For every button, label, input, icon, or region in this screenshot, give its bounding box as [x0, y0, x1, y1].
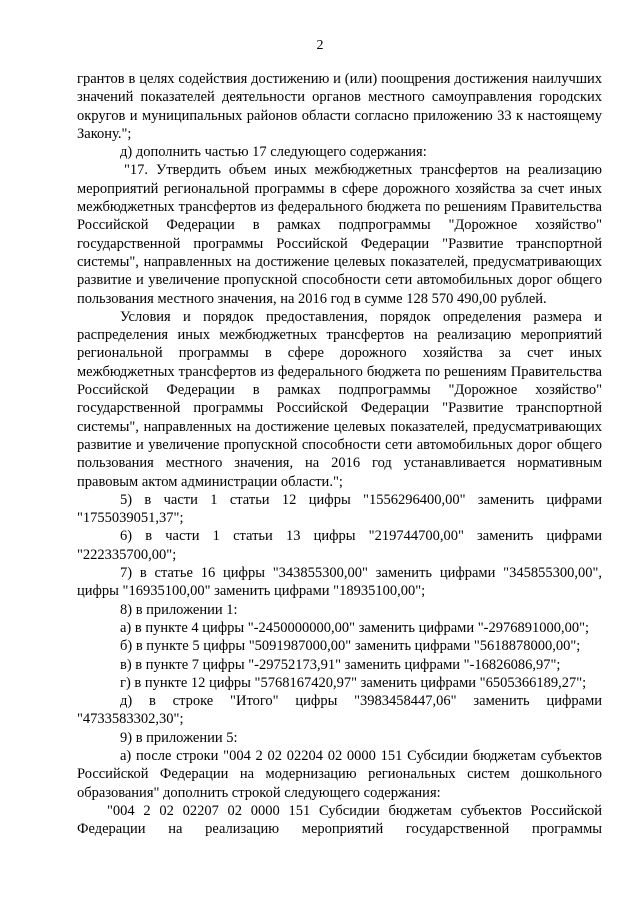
- paragraph-item-6: 6) в части 1 статьи 13 цифры "219744700,00" заменить цифрами "222335700,00";: [77, 528, 602, 563]
- paragraph-item-8v: в) в пункте 7 цифры "-29752173,91" заменить цифрами "-16826086,97";: [120, 656, 561, 673]
- paragraph-item-9: 9) в приложении 5:: [120, 729, 238, 746]
- paragraph-item-8g: г) в пункте 12 цифры "5768167420,97" заменить цифрами "6505366189,27";: [120, 674, 587, 691]
- paragraph-item-d: д) дополнить частью 17 следующего содержания:: [120, 144, 427, 161]
- paragraph-item-5: 5) в части 1 статьи 12 цифры "1556296400,00" заменить цифрами "1755039051,37";: [77, 491, 602, 527]
- paragraph-item-9a: а) после строки "004 2 02 02204 02 0000 151 Субсидии бюджетам субъектов Российской Федерации на модернизацию региональных систем дошкольного образования" дополнить строкой следующего содержания:: [77, 747, 602, 801]
- page-number: 2: [316, 38, 324, 53]
- paragraph-item-8b: б) в пункте 5 цифры "5091987000,00" заменить цифрами "5618878000,00";: [120, 638, 581, 655]
- paragraph-item-8a: а) в пункте 4 цифры "-2450000000,00" заменить цифрами "-2976891000,00";: [120, 619, 590, 636]
- document-body: [77, 70, 602, 838]
- paragraph-item-8: 8) в приложении 1:: [120, 601, 238, 618]
- paragraph-conditions: Условия и порядок предоставления, порядок определения размера и распределения иных межбюджетных трансфертов на реализацию мероприятий региональной программы в сфере дорожного хозяйства за счет иных межбюджетных трансфертов из федерального бюджета по решениям Правительства Российской Федерации в рамках подпрограммы "Дорожное хозяйство" государственной программы Российской Федерации "Развитие транспортной системы", направленных на достижение целевых показателей, предусматривающих развитие и увеличение пропускной способности сети автомобильных дорог общего пользования местного значения, на 2016 год устанавливается нормативным правовым актом администрации области.";: [77, 308, 602, 490]
- paragraph-grants-continuation: грантов в целях содействия достижению и (или) поощрения достижения наилучших значений показателей деятельности органов местного самоуправления городских округов и муниципальных районов области согласно приложению 33 к настоящему Закону.";: [77, 71, 602, 142]
- paragraph-item-7: 7) в статье 16 цифры "343855300,00" заменить цифрами "345855300,00", цифры "16935100,00" заменить цифрами "18935100,00";: [77, 565, 602, 600]
- paragraph-item-8d: д) в строке "Итого" цифры "3983458447,06" заменить цифрами "4733583302,30";: [77, 693, 602, 728]
- paragraph-part-17: "17. Утвердить объем иных межбюджетных трансфертов на реализацию мероприятий региональной программы в сфере дорожного хозяйства за счет иных межбюджетных трансфертов из федерального бюджета по решениям Правительства Российской Федерации в рамках подпрограммы "Дорожное хозяйство" государственной программы Российской Федерации "Развитие транспортной системы", направленных на достижение целевых показателей, предусматривающих развитие и увеличение пропускной способности сети автомобильных дорог общего пользования местного значения, на 2016 год в сумме 128 570 490,00 рублей.: [77, 162, 602, 307]
- paragraph-new-line-004: "004 2 02 02207 02 0000 151 Субсидии бюджетам субъектов Российской Федерации на реализацию мероприятий государственной программы: [77, 802, 602, 838]
